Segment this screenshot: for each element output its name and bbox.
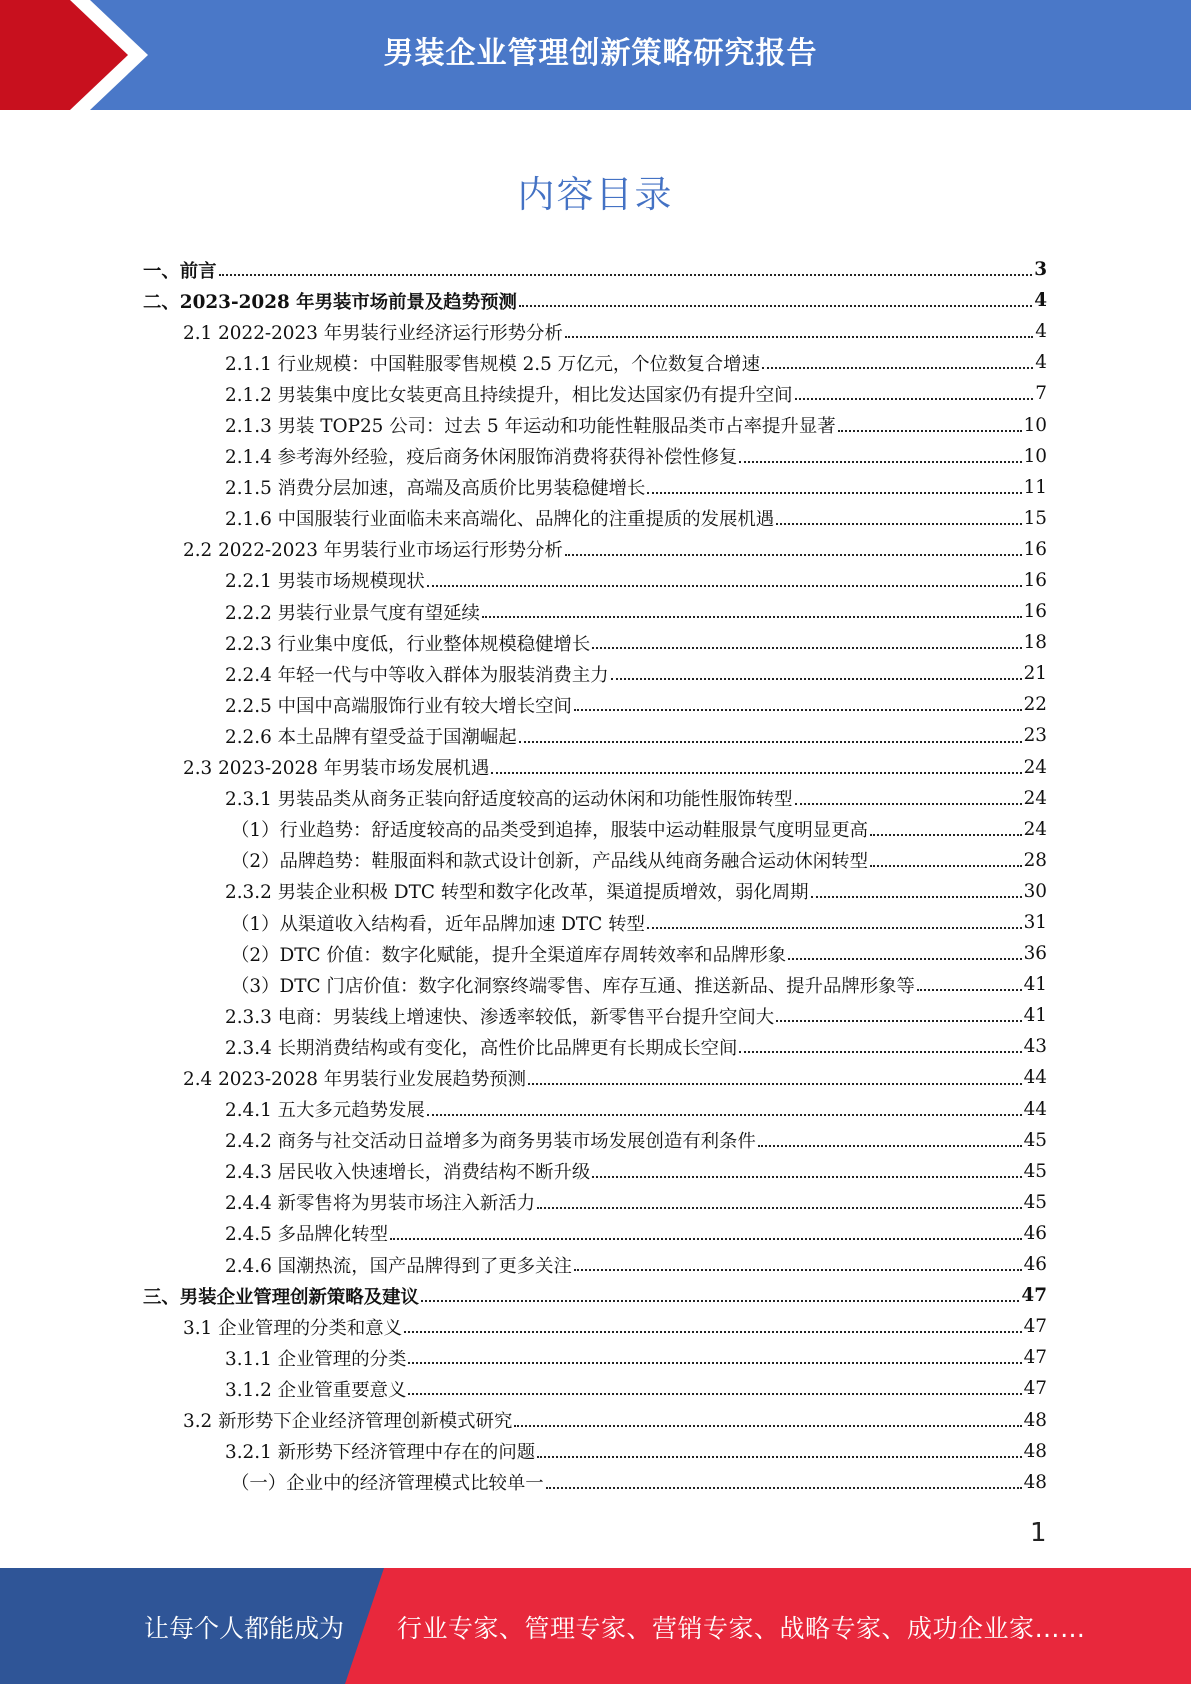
toc-entry-page: 45	[1023, 1191, 1047, 1213]
toc-entry-page: 11	[1023, 476, 1047, 498]
toc-entry[interactable]	[143, 1436, 1047, 1467]
toc-dot-leader	[739, 1051, 1021, 1053]
toc-entry-page: 44	[1023, 1098, 1047, 1120]
toc-dot-leader	[482, 616, 1022, 618]
toc-dot-leader	[811, 896, 1022, 898]
toc-entry-title: 2.1.4 参考海外经验，疫后商务休闲服饰消费将获得补偿性修复	[225, 447, 738, 469]
toc-entry[interactable]	[143, 1094, 1047, 1125]
toc-entry[interactable]	[143, 503, 1047, 534]
toc-entry-page: 45	[1023, 1160, 1047, 1182]
toc-entry[interactable]	[143, 472, 1047, 503]
toc-entry-page: 28	[1023, 849, 1047, 871]
toc-entry-title: 2.1.3 男装 TOP25 公司：过去 5 年运动和功能性鞋服品类市占率提升显著	[225, 416, 836, 438]
toc-dot-leader	[574, 1269, 1022, 1271]
toc-entry[interactable]	[143, 378, 1047, 409]
toc-dot-leader	[788, 958, 1021, 960]
toc-entry[interactable]	[143, 876, 1047, 907]
toc-dot-leader	[870, 834, 1022, 836]
toc-entry[interactable]	[143, 1373, 1047, 1404]
toc-dot-leader	[647, 492, 1021, 494]
toc-entry[interactable]	[143, 1342, 1047, 1373]
toc-dot-leader	[546, 1487, 1022, 1489]
toc-entry-title: 2.1.6 中国服装行业面临未来高端化、品牌化的注重提质的发展机遇	[225, 509, 775, 531]
toc-entry-title: 2.2.3 行业集中度低，行业整体规模稳健增长	[225, 633, 591, 655]
toc-entry-page: 24	[1023, 756, 1047, 778]
toc-entry[interactable]	[143, 1218, 1047, 1249]
toc-entry[interactable]	[143, 969, 1047, 1000]
toc-dot-leader	[776, 523, 1021, 525]
toc-dot-leader	[758, 1145, 1022, 1147]
toc-entry-title: 2.3.1 男装品类从商务正装向舒适度较高的运动休闲和功能性服饰转型	[225, 789, 793, 811]
toc-entry-page: 46	[1023, 1254, 1047, 1276]
footer-banner	[0, 1568, 1191, 1684]
toc-entry[interactable]	[143, 441, 1047, 472]
toc-entry-page: 18	[1023, 632, 1047, 654]
toc-entry-title: 3.2 新形势下企业经济管理创新模式研究	[183, 1411, 513, 1433]
toc-entry[interactable]	[143, 254, 1047, 285]
toc-entry-page: 46	[1023, 1222, 1047, 1244]
toc-entry-title: 3.1.1 企业管理的分类	[225, 1348, 407, 1370]
toc-entry-page: 47	[1023, 1316, 1047, 1338]
toc-entry-page: 24	[1023, 818, 1047, 840]
toc-dot-leader	[537, 1207, 1021, 1209]
toc-entry[interactable]	[143, 907, 1047, 938]
toc-entry-page: 4	[1035, 321, 1047, 343]
toc-entry-title: 2.2.2 男装行业景气度有望延续	[225, 602, 480, 624]
report-header	[0, 0, 1191, 110]
toc-dot-leader	[592, 647, 1021, 649]
toc-entry-title: 2.4.4 新零售将为男装市场注入新活力	[225, 1193, 536, 1215]
toc-entry-page: 4	[1034, 290, 1047, 312]
toc-entry-title: 二、2023-2028 年男装市场前景及趋势预测	[143, 291, 517, 313]
toc-entry[interactable]	[143, 534, 1047, 565]
toc-entry[interactable]	[143, 316, 1047, 347]
toc-entry-page: 16	[1023, 601, 1047, 623]
toc-entry[interactable]	[143, 285, 1047, 316]
toc-entry-page: 4	[1035, 352, 1047, 374]
toc-entry[interactable]	[143, 814, 1047, 845]
toc-dot-leader	[795, 803, 1022, 805]
toc-dot-leader	[219, 274, 1033, 276]
toc-entry-title: 2.4.3 居民收入快速增长，消费结构不断升级	[225, 1162, 591, 1184]
page-number: 1	[1030, 1518, 1047, 1548]
toc-entry-title: 2.2.4 年轻一代与中等收入群体为服装消费主力	[225, 664, 609, 686]
toc-entry[interactable]	[143, 752, 1047, 783]
toc-entry-title: 2.2.5 中国中高端服饰行业有较大增长空间	[225, 695, 572, 717]
toc-entry-title: （2）品牌趋势：鞋服面料和款式设计创新，产品线从纯商务融合运动休闲转型	[231, 851, 868, 873]
toc-entry[interactable]	[143, 1467, 1047, 1498]
toc-dot-leader	[592, 1176, 1021, 1178]
toc-entry-title: （1）行业趋势：舒适度较高的品类受到追捧，服装中运动鞋服景气度明显更高	[231, 820, 868, 842]
toc-dot-leader	[427, 1114, 1022, 1116]
toc-entry-title: 2.1 2022-2023 年男装行业经济运行形势分析	[183, 322, 563, 344]
toc-entry[interactable]	[143, 565, 1047, 596]
toc-entry-title: 2.1.2 男装集中度比女装更高且持续提升，相比发达国家仍有提升空间	[225, 384, 793, 406]
toc-entry[interactable]	[143, 347, 1047, 378]
toc-entry-page: 47	[1023, 1347, 1047, 1369]
toc-entry-title: 2.3.2 男装企业积极 DTC 转型和数字化改革，渠道提质增效，弱化周期	[225, 882, 809, 904]
toc-entry[interactable]	[143, 596, 1047, 627]
toc-dot-leader	[776, 1020, 1021, 1022]
toc-entry-page: 24	[1023, 787, 1047, 809]
toc-dot-leader	[647, 927, 1022, 929]
toc-entry[interactable]	[143, 627, 1047, 658]
toc-entry-page: 3	[1034, 259, 1047, 281]
toc-entry-title: 2.1.1 行业规模：中国鞋服零售规模 2.5 万亿元，个位数复合增速	[225, 353, 760, 375]
toc-entry-page: 10	[1023, 414, 1047, 436]
toc-entry-title: （1）从渠道收入结构看，近年品牌加速 DTC 转型	[231, 913, 645, 935]
toc-dot-leader	[565, 554, 1022, 556]
toc-entry-page: 43	[1023, 1036, 1047, 1058]
toc-entry-title: 2.3.3 电商：男装线上增速快、渗透率较低，新零售平台提升空间大	[225, 1006, 775, 1028]
toc-entry-title: 3.1 企业管理的分类和意义	[183, 1317, 402, 1339]
toc-entry-page: 47	[1023, 1378, 1047, 1400]
toc-entry-title: 2.4 2023-2028 年男装行业发展趋势预测	[183, 1068, 527, 1090]
toc-entry-page: 30	[1023, 880, 1047, 902]
toc-dot-leader	[574, 709, 1022, 711]
toc-entry-title: 2.3.4 长期消费结构或有变化，高性价比品牌更有长期成长空间	[225, 1037, 738, 1059]
toc-entry-title: 2.4.1 五大多元趋势发展	[225, 1100, 425, 1122]
toc-entry-title: 2.2 2022-2023 年男装行业市场运行形势分析	[183, 540, 563, 562]
toc-entry[interactable]	[143, 1311, 1047, 1342]
toc-entry-page: 15	[1023, 507, 1047, 529]
toc-entry[interactable]	[143, 1280, 1047, 1311]
toc-dot-leader	[565, 336, 1033, 338]
toc-entry[interactable]	[143, 1249, 1047, 1280]
toc-entry-title: 2.2.6 本土品牌有望受益于国潮崛起	[225, 726, 517, 748]
toc-dot-leader	[519, 741, 1022, 743]
toc-dot-leader	[739, 461, 1021, 463]
toc-dot-leader	[408, 1362, 1021, 1364]
toc-entry-title: 2.2.1 男装市场规模现状	[225, 571, 425, 593]
toc-dot-leader	[514, 1425, 1021, 1427]
toc-entry[interactable]	[143, 720, 1047, 751]
toc-entry[interactable]	[143, 1187, 1047, 1218]
toc-entry-page: 48	[1023, 1471, 1047, 1493]
toc-entry-page: 44	[1023, 1067, 1047, 1089]
toc-entry[interactable]	[143, 1156, 1047, 1187]
toc-entry[interactable]	[143, 1062, 1047, 1093]
footer-slogan-right: 行业专家、管理专家、营销专家、战略专家、成功企业家……	[397, 1614, 1086, 1643]
toc-entry-page: 10	[1023, 445, 1047, 467]
toc-dot-leader	[795, 398, 1034, 400]
toc-entry-page: 41	[1023, 974, 1047, 996]
toc-entry-page: 45	[1023, 1129, 1047, 1151]
toc-dot-leader	[870, 865, 1022, 867]
toc-entry-page: 7	[1035, 383, 1047, 405]
toc-entry[interactable]	[143, 689, 1047, 720]
toc-entry-title: 2.1.5 消费分层加速，高端及高质价比男装稳健增长	[225, 478, 646, 500]
toc-dot-leader	[390, 1238, 1022, 1240]
toc-dot-leader	[917, 989, 1022, 991]
toc-entry-title: 3.1.2 企业管重要意义	[225, 1379, 407, 1401]
toc-entry-page: 41	[1023, 1005, 1047, 1027]
toc-dot-leader	[404, 1331, 1022, 1333]
toc-entry-page: 23	[1023, 725, 1047, 747]
toc-entry-page: 48	[1023, 1440, 1047, 1462]
toc-entry-title: 2.4.5 多品牌化转型	[225, 1224, 388, 1246]
toc-entry-title: 2.4.6 国潮热流，国产品牌得到了更多关注	[225, 1255, 572, 1277]
toc-entry-title: 3.2.1 新形势下经济管理中存在的问题	[225, 1442, 536, 1464]
toc-entry[interactable]	[143, 938, 1047, 969]
toc-entry-title: 2.4.2 商务与社交活动日益增多为商务男装市场发展创造有利条件	[225, 1131, 756, 1153]
toc-entry-page: 36	[1023, 943, 1047, 965]
toc-entry-title: （3）DTC 门店价值：数字化洞察终端零售、库存互通、推送新品、提升品牌形象等	[231, 975, 915, 997]
toc-entry-title: 一、前言	[143, 260, 217, 282]
toc-heading: 内容目录	[517, 173, 674, 216]
toc-dot-leader	[762, 367, 1033, 369]
report-title: 男装企业管理创新策略研究报告	[383, 36, 818, 71]
toc-entry-page: 21	[1023, 663, 1047, 685]
toc-dot-leader	[528, 1083, 1022, 1085]
toc-dot-leader	[408, 1393, 1021, 1395]
toc-dot-leader	[491, 772, 1021, 774]
toc-entry-page: 16	[1023, 538, 1047, 560]
toc-entry-page: 31	[1023, 912, 1047, 934]
toc-dot-leader	[427, 585, 1022, 587]
toc-dot-leader	[537, 1456, 1021, 1458]
toc-entry-page: 22	[1023, 694, 1047, 716]
toc-dot-leader	[421, 1300, 1020, 1302]
toc-entry[interactable]	[143, 1031, 1047, 1062]
toc-entry[interactable]	[143, 1125, 1047, 1156]
toc-entry-title: （2）DTC 价值：数字化赋能，提升全渠道库存周转效率和品牌形象	[231, 944, 787, 966]
toc-entry[interactable]	[143, 1000, 1047, 1031]
toc-entry-page: 48	[1023, 1409, 1047, 1431]
toc-dot-leader	[611, 678, 1022, 680]
toc-entry[interactable]	[143, 658, 1047, 689]
table-of-contents	[143, 254, 1047, 1498]
toc-dot-leader	[519, 305, 1032, 307]
toc-entry-title: 三、男装企业管理创新策略及建议	[143, 1286, 419, 1308]
toc-entry[interactable]	[143, 845, 1047, 876]
toc-entry[interactable]	[143, 409, 1047, 440]
toc-entry-page: 47	[1021, 1285, 1047, 1307]
toc-dot-leader	[838, 430, 1022, 432]
toc-entry[interactable]	[143, 1404, 1047, 1435]
toc-entry[interactable]	[143, 783, 1047, 814]
toc-entry-title: （一）企业中的经济管理模式比较单一	[231, 1473, 544, 1495]
footer-slogan-left: 让每个人都能成为	[144, 1614, 345, 1643]
toc-entry-title: 2.3 2023-2028 年男装市场发展机遇	[183, 758, 490, 780]
toc-entry-page: 16	[1023, 569, 1047, 591]
